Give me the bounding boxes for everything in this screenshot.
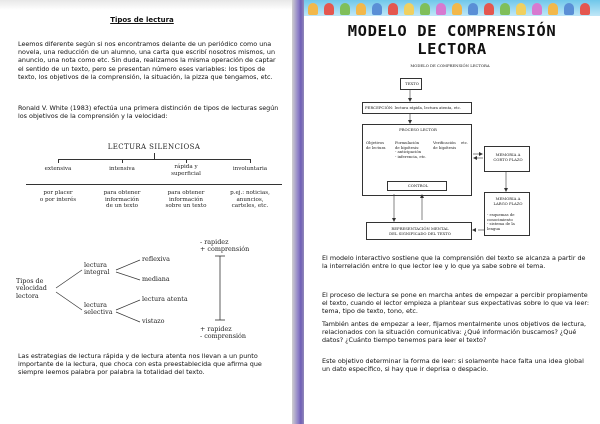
column-body-rapida: para obtener información sobre un texto [165, 190, 207, 210]
esquemas-label: - esquemas de conocimiento - sistema de la lengua [487, 212, 515, 231]
verificacion-label: Verificación de hipótesis [433, 140, 457, 150]
etc-label: etc. [461, 140, 469, 145]
velocidad-root-label: Tipos de velocidad lectora [16, 277, 47, 300]
lectura-selectiva-label: lectura selectiva [84, 301, 113, 317]
modelo-comprension-diagram [360, 62, 536, 250]
mediana-label: mediana [142, 275, 170, 283]
model-heading: MODELO DE COMPRENSIÓN LECTORA [410, 63, 490, 68]
reflexiva-label: reflexiva [142, 255, 170, 263]
box-texto [400, 78, 422, 90]
column-body-extensiva: por placer o por interés [39, 190, 77, 203]
box-memoria-corto [484, 146, 530, 172]
right-title-line-2: LECTORA [417, 40, 487, 58]
lectura-integral-label: lectura integral [84, 261, 110, 277]
cartoon-kids-banner [304, 0, 600, 16]
left-paragraph-1: Leemos diferente según si nos encontramos delante de un periódico como una novela, una reducción de un alumno, una carta que escribí nosotros mismos, un anuncio, una nota como etc. Sin duda, realizamos la misma operación de captar el sentido de un texto, pero se presentan número eses variables: los tipos de texto, los objetivos de la comprensión, la situación, la pizza que tengamos, etc. [18, 40, 276, 81]
right-paragraph-1: El modelo interactivo sostiene que la comprensión del texto se alcanza a partir de la interrelación entre lo que lector lee y lo que ya sabe sobre el tema. [322, 254, 586, 271]
memoria-largo-label: MEMORIA A LARGO PLAZO [493, 196, 523, 206]
representacion-label: REPRESENTACIÓN MENTAL DEL SIGNIFICADO DEL TEXTO [389, 226, 451, 236]
memoria-corto-label: MEMORIA A CORTO PLAZO [493, 152, 523, 162]
column-head-extensiva: extensiva [44, 166, 72, 172]
right-paragraph-4: Este objetivo determinar la forma de leer: si solamente hace falta una idea global un dato específico, si hay que ir deprisa o despacio. [322, 357, 584, 374]
proceso-lector-label: PROCESO LECTOR [399, 127, 437, 132]
right-paragraph-3: También antes de empezar a leer, fijamos mentalmente unos objetivos de lectura, relacionados con la situación comunicativa: ¿Qué información buscamos? ¿Qué datos? ¿Cuánto tiempo tenemos para leer el texto? [322, 320, 587, 345]
lectura-silenciosa-diagram [26, 140, 282, 222]
column-head-intensiva: intensiva [109, 166, 135, 172]
velocidad-lectora-diagram [12, 236, 284, 344]
objetivos-label: Objetivos de lectura [366, 140, 386, 150]
box-memoria-largo [484, 192, 530, 236]
right-title-line-1: MODELO DE COMPRENSIÓN [347, 22, 557, 40]
scale-bottom-label: + rapidez - comprensión [200, 325, 247, 341]
left-page-title: Tipos de lectura [110, 16, 174, 24]
column-body-involuntaria: p.ej.: noticias, anuncios, carteles, etc. [230, 190, 270, 210]
percepcion-label: PERCEPCIÓN: lectura rápida, lectura atenta, etc. [365, 105, 461, 110]
column-head-rapida: rápida y superficial [171, 164, 201, 177]
column-head-involuntaria: involuntaria [232, 166, 268, 172]
diagram1-title: LECTURA SILENCIOSA [107, 143, 201, 151]
right-paragraph-2: El proceso de lectura se pone en marcha antes de empezar a percibir propiamente el texto, cuando el lector empieza a plantear sus expectativas sobre lo que va leer: tema, tipo de texto, tono, etc. [322, 291, 590, 316]
box-proceso-lector [362, 124, 472, 196]
left-page-header [0, 0, 296, 10]
column-body-intensiva: para obtener información de un texto [103, 190, 141, 210]
right-page [304, 0, 600, 424]
box-representacion [366, 222, 472, 240]
scale-top-label: - rapidez + comprensión [200, 238, 250, 254]
vistazo-label: vistazo [142, 317, 165, 325]
lectura-atenta-label: lectura atenta [142, 295, 188, 303]
texto-label: TEXTO [405, 81, 419, 86]
right-page-title [304, 22, 600, 58]
box-percepcion [362, 102, 472, 114]
formulacion-label: Formulación de hipótesis: - anticipación - inferencia, etc. [395, 140, 427, 159]
left-paragraph-2: Ronald V. White (1983) efectúa una primera distinción de tipos de lecturas según los objetivos de la comprensión y la velocidad: [18, 104, 279, 121]
left-page [0, 0, 296, 424]
box-control [387, 181, 447, 191]
left-paragraph-3: Las estrategias de lectura rápida y de lectura atenta nos llevan a un punto importante de la lectura, que choca con esta preestablecida que afirma que siempre leemos palabra por palabra la totalidad del texto. [18, 352, 262, 377]
control-label: CONTROL [407, 183, 429, 188]
